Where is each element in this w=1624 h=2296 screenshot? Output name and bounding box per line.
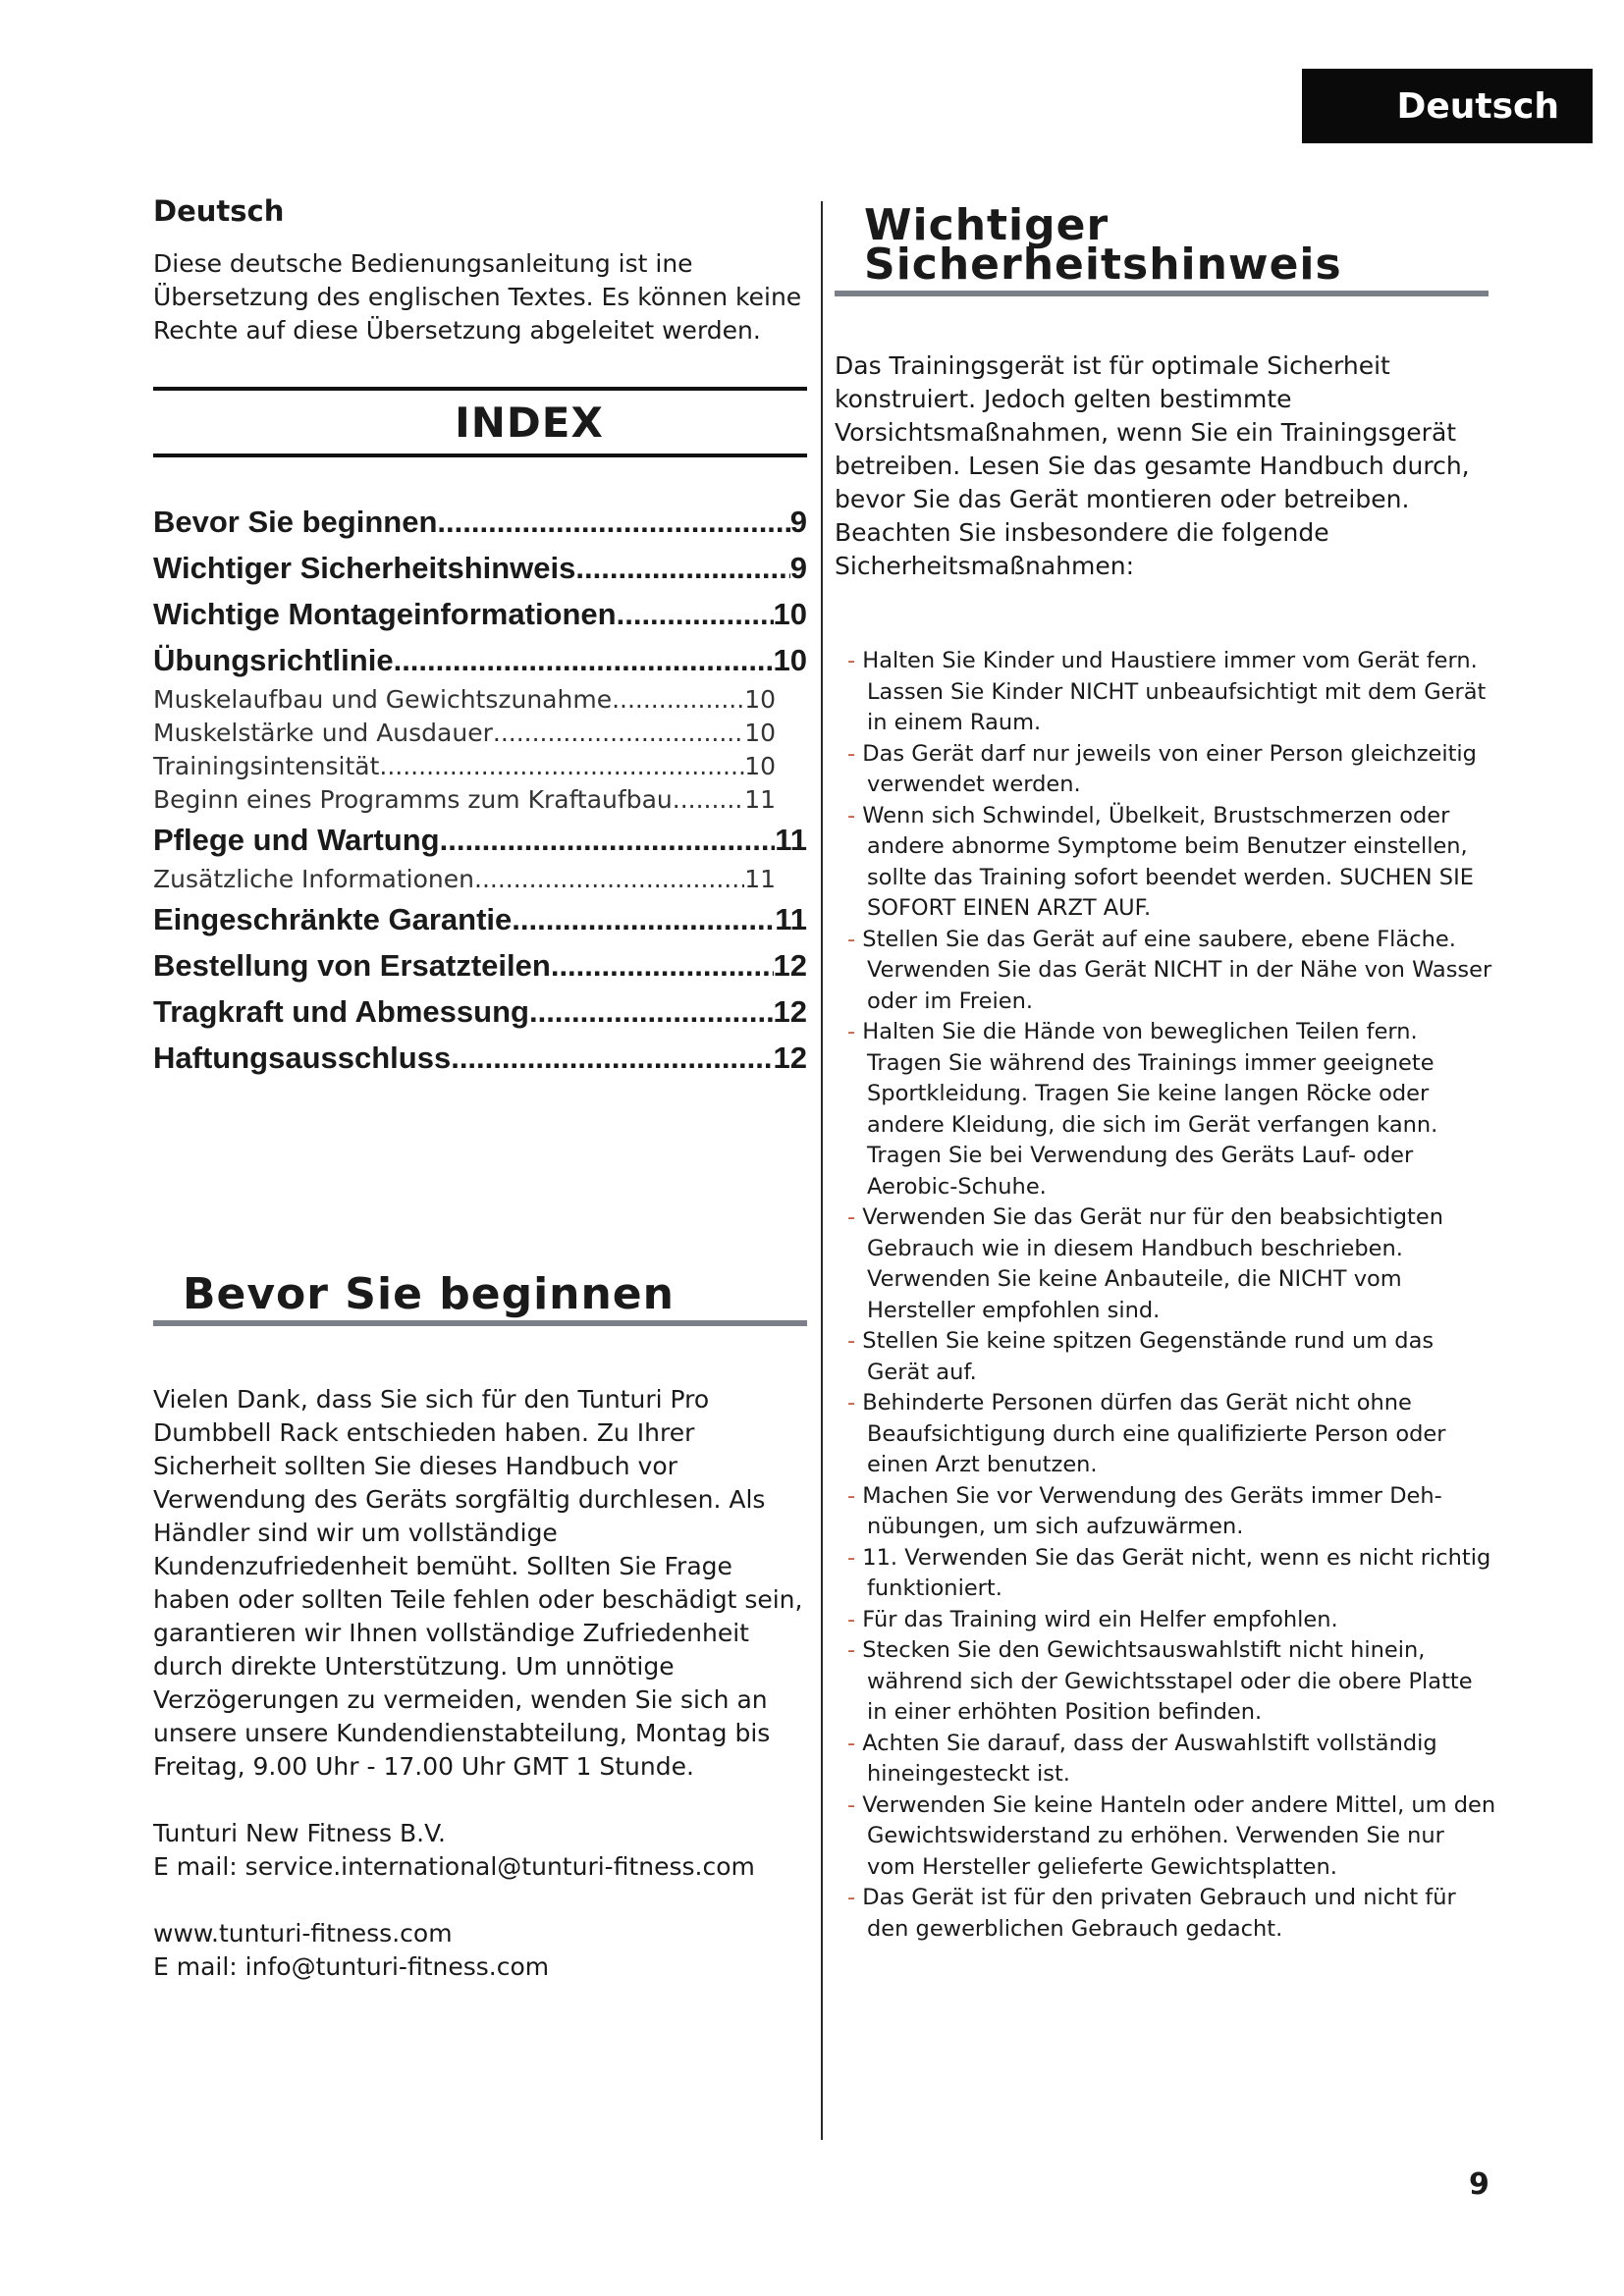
- toc-entry: [153, 545, 807, 591]
- toc-entry-label: Trainingsintensität: [153, 752, 380, 780]
- toc-entry: [153, 817, 807, 863]
- toc-entry-page: 9: [789, 551, 807, 585]
- toc-leader-dots: [551, 942, 774, 988]
- bullet-dash: -: [847, 1730, 863, 1756]
- toc-entry-label: Muskelstärke und Ausdauer: [153, 719, 493, 747]
- toc-leader-dots: [612, 683, 744, 717]
- toc-leader-dots: [440, 817, 776, 863]
- safety-item-text: Halten Sie Kinder und Haustiere immer vom Gerät fern. Lassen Sie Kinder NICHT unbeaufsichtigt mit dem Gerät in einem Raum.: [862, 648, 1487, 735]
- toc-entry-page: 10: [744, 685, 776, 714]
- safety-item-text: Das Gerät darf nur jeweils von einer Person gleichzeitig verwendet werden.: [862, 740, 1477, 797]
- safety-item-text: Halten Sie die Hände von beweglichen Teilen fern. Tragen Sie während des Trainings immer geeignete Sportkleidung. Tragen Sie keine langen Röcke oder andere Kleidung, die sich im Gerät verfangen kann. Tragen Sie bei Verwendung des Geräts Lauf- oder Aerobic-Schuhe.: [862, 1019, 1438, 1200]
- toc-leader-dots: [394, 637, 774, 683]
- toc-entry-page: 11: [744, 865, 776, 893]
- safety-item: [835, 1017, 1498, 1202]
- toc-entry-page: 12: [773, 948, 807, 983]
- toc-entry-page: 11: [775, 902, 807, 936]
- bullet-dash: -: [847, 1606, 863, 1632]
- bullet-dash: -: [847, 740, 863, 767]
- bullet-dash: -: [847, 1328, 863, 1354]
- section-bevor: [153, 1269, 807, 1984]
- safety-item: [835, 925, 1498, 1018]
- toc-entry: [153, 717, 776, 750]
- safety-item-text: Das Gerät ist für den privaten Gebrauch und nicht für den gewerblichen Gebrauch gedacht.: [862, 1885, 1456, 1942]
- toc-leader-dots: [451, 1035, 773, 1081]
- safety-item: [835, 1729, 1498, 1790]
- toc-leader-dots: [379, 750, 744, 783]
- toc-leader-dots: [575, 545, 789, 591]
- toc-entry: [153, 750, 776, 783]
- safety-item: [835, 646, 1498, 739]
- safety-title: [835, 200, 1498, 290]
- safety-item: [835, 1605, 1498, 1636]
- safety-item: [835, 739, 1498, 801]
- toc-entry-label: Tragkraft und Abmessung: [153, 994, 529, 1029]
- bullet-dash: -: [847, 648, 863, 673]
- safety-item-text: Achten Sie darauf, dass der Auswahlstift vollständig hineingesteckt ist.: [862, 1730, 1437, 1787]
- toc-leader-dots: [673, 783, 744, 817]
- safety-item-text: Verwenden Sie das Gerät nur für den beabsichtigten Gebrauch wie in diesem Handbuch beschrieben. Verwenden Sie keine Anbauteile, die NICHT vom Hersteller empfohlen sind.: [862, 1204, 1443, 1323]
- page-number: 9: [1469, 2167, 1489, 2202]
- toc-entry-page: 9: [789, 505, 807, 539]
- toc-entry-page: 10: [773, 643, 807, 677]
- toc-entry-label: Wichtige Montageinformationen: [153, 597, 617, 631]
- safety-item-text: Behinderte Personen dürfen das Gerät nicht ohne Beaufsichtigung durch eine qualifizierte Person oder einen Arzt benutzen.: [862, 1390, 1446, 1477]
- toc-entry-label: Pflege und Wartung: [153, 823, 440, 857]
- intro-text: Diese deutsche Bedienungsanleitung ist ine Übersetzung des englischen Textes. Es können keine Rechte auf diese Übersetzung abgeleitet werden.: [153, 249, 802, 345]
- toc-entry-label: Bevor Sie beginnen: [153, 505, 438, 539]
- bevor-rule: [153, 1320, 807, 1326]
- toc-entry-label: Übungsrichtlinie: [153, 643, 394, 677]
- bullet-dash: -: [847, 926, 863, 952]
- section-safety: [835, 200, 1498, 1945]
- toc-leader-dots: [617, 591, 774, 637]
- left-column: [153, 187, 807, 1984]
- safety-item: [835, 801, 1498, 925]
- toc-leader-dots: [529, 988, 774, 1035]
- safety-item: [835, 1883, 1498, 1945]
- toc-entry-label: Wichtiger Sicherheitshinweis: [153, 551, 576, 585]
- toc-entry-page: 10: [744, 719, 776, 747]
- toc-entry: [153, 683, 776, 717]
- safety-item: [835, 1202, 1498, 1326]
- bevor-body: Vielen Dank, dass Sie sich für den Tunturi Pro Dumbbell Rack entschieden haben. Zu Ihrer Sicherheit sollten Sie dieses Handbuch vor Verwendung des Geräts sorgfältig durchlesen. Als Händler sind wir um vollständige Kundenzufriedenheit bemüht. Sollten Sie Frage haben oder sollten Teile fehlen oder beschädigt sein, garantieren wir Ihnen vollständige Zufriedenheit durch direkte Unterstützung. Um unnötige Verzögerungen zu vermeiden, wenden Sie sich an unsere unsere Kundendienstabteilung, Montag bis Freitag, 9.00 Uhr - 17.00 Uhr GMT 1 Stunde.: [153, 1385, 803, 1781]
- toc-entry-label: Haftungsausschluss: [153, 1041, 452, 1075]
- toc-entry: [153, 896, 807, 942]
- toc-entry: [153, 591, 807, 637]
- safety-list: [835, 646, 1498, 1945]
- bullet-dash: -: [847, 1885, 863, 1910]
- toc-leader-dots: [493, 717, 744, 750]
- intro-heading: Deutsch: [153, 194, 285, 228]
- info-email: E mail: info@tunturi-fitness.com: [153, 1952, 550, 1981]
- toc-entry-page: 11: [775, 823, 807, 857]
- safety-item: [835, 1481, 1498, 1543]
- safety-intro: Das Trainingsgerät ist für optimale Sicherheit konstruiert. Jedoch gelten bestimmte Vorsichtsmaßnahmen, wenn Sie ein Trainingsgerät betreiben. Lesen Sie das gesamte Handbuch durch, bevor Sie das Gerät montieren oder betreiben. Beachten Sie insbesondere die folgende Sicherheitsmaßnahmen:: [835, 351, 1470, 580]
- index-header: [153, 387, 807, 457]
- company-name: Tunturi New Fitness B.V.: [153, 1819, 446, 1847]
- toc-entry-label: Muskelaufbau und Gewichtszunahme: [153, 685, 613, 714]
- toc-entry: [153, 1035, 807, 1081]
- safety-item-text: Machen Sie vor Verwendung des Geräts immer Deh-nübungen, um sich aufzuwärmen.: [862, 1482, 1442, 1539]
- safety-item: [835, 1388, 1498, 1481]
- bullet-dash: -: [847, 1390, 863, 1415]
- bullet-dash: -: [847, 802, 863, 828]
- toc-entry: [153, 783, 776, 817]
- toc-entry-label: Beginn eines Programms zum Kraftaufbau: [153, 785, 673, 814]
- safety-item-text: Stellen Sie keine spitzen Gegenstände rund um das Gerät auf.: [862, 1328, 1435, 1385]
- toc-entry-label: Zusätzliche Informationen: [153, 865, 474, 893]
- toc-leader-dots: [512, 896, 775, 942]
- safety-item-text: Wenn sich Schwindel, Übelkeit, Brustschmerzen oder andere abnorme Symptome beim Benutzer einstellen, sollte das Training sofort beendet werden. SUCHEN SIE SOFORT EINEN ARZT AUF.: [862, 802, 1474, 921]
- index-title: INDEX: [455, 398, 604, 447]
- safety-item: [835, 1790, 1498, 1884]
- safety-item-text: Verwenden Sie keine Hanteln oder andere Mittel, um den Gewichtswiderstand zu erhöhen. Verwenden Sie nur vom Hersteller gelieferte Gewichtsplatten.: [862, 1791, 1496, 1880]
- column-divider: [821, 201, 823, 2140]
- safety-title-line1: Wichtiger: [864, 200, 1110, 250]
- safety-title-line2: Sicherheitshinweis: [864, 240, 1342, 290]
- safety-item-text: Stellen Sie das Gerät auf eine saubere, ebene Fläche. Verwenden Sie das Gerät NICHT in der Nähe von Wasser oder im Freien.: [862, 926, 1492, 1014]
- toc-entry-page: 12: [773, 1041, 807, 1075]
- toc-entry-page: 10: [744, 752, 776, 780]
- safety-item-text: Für das Training wird ein Helfer empfohlen.: [862, 1606, 1338, 1632]
- website: www.tunturi-fitness.com: [153, 1919, 453, 1948]
- toc-entry: [153, 863, 776, 896]
- toc-entry: [153, 637, 807, 683]
- bevor-title: Bevor Sie beginnen: [183, 1269, 675, 1319]
- safety-item-text: 11. Verwenden Sie das Gerät nicht, wenn es nicht richtig funktioniert.: [862, 1544, 1491, 1601]
- bullet-dash: -: [847, 1204, 863, 1230]
- safety-rule: [835, 291, 1489, 296]
- toc-leader-dots: [437, 499, 789, 545]
- toc-entry: [153, 988, 807, 1035]
- safety-item: [835, 1635, 1498, 1729]
- safety-item: [835, 1543, 1498, 1605]
- bullet-dash: -: [847, 1019, 863, 1044]
- bullet-dash: -: [847, 1482, 863, 1509]
- bullet-dash: -: [847, 1791, 863, 1818]
- toc-entry-page: 12: [773, 994, 807, 1029]
- bullet-dash: -: [847, 1544, 863, 1571]
- table-of-contents: [153, 499, 807, 1081]
- toc-entry-page: 11: [744, 785, 776, 814]
- safety-item-text: Stecken Sie den Gewichtsauswahlstift nicht hinein, während sich der Gewichtsstapel oder die obere Platte in einer erhöhten Position befinden.: [862, 1637, 1473, 1725]
- toc-leader-dots: [474, 863, 744, 896]
- toc-entry-page: 10: [773, 597, 807, 631]
- safety-item: [835, 1326, 1498, 1388]
- toc-entry-label: Bestellung von Ersatzteilen: [153, 948, 551, 983]
- toc-entry-label: Eingeschränkte Garantie: [153, 902, 513, 936]
- bullet-dash: -: [847, 1637, 863, 1663]
- toc-entry: [153, 942, 807, 988]
- service-email: E mail: service.international@tunturi-fitness.com: [153, 1852, 755, 1881]
- language-tab: Deutsch: [1302, 69, 1593, 143]
- toc-entry: [153, 499, 807, 545]
